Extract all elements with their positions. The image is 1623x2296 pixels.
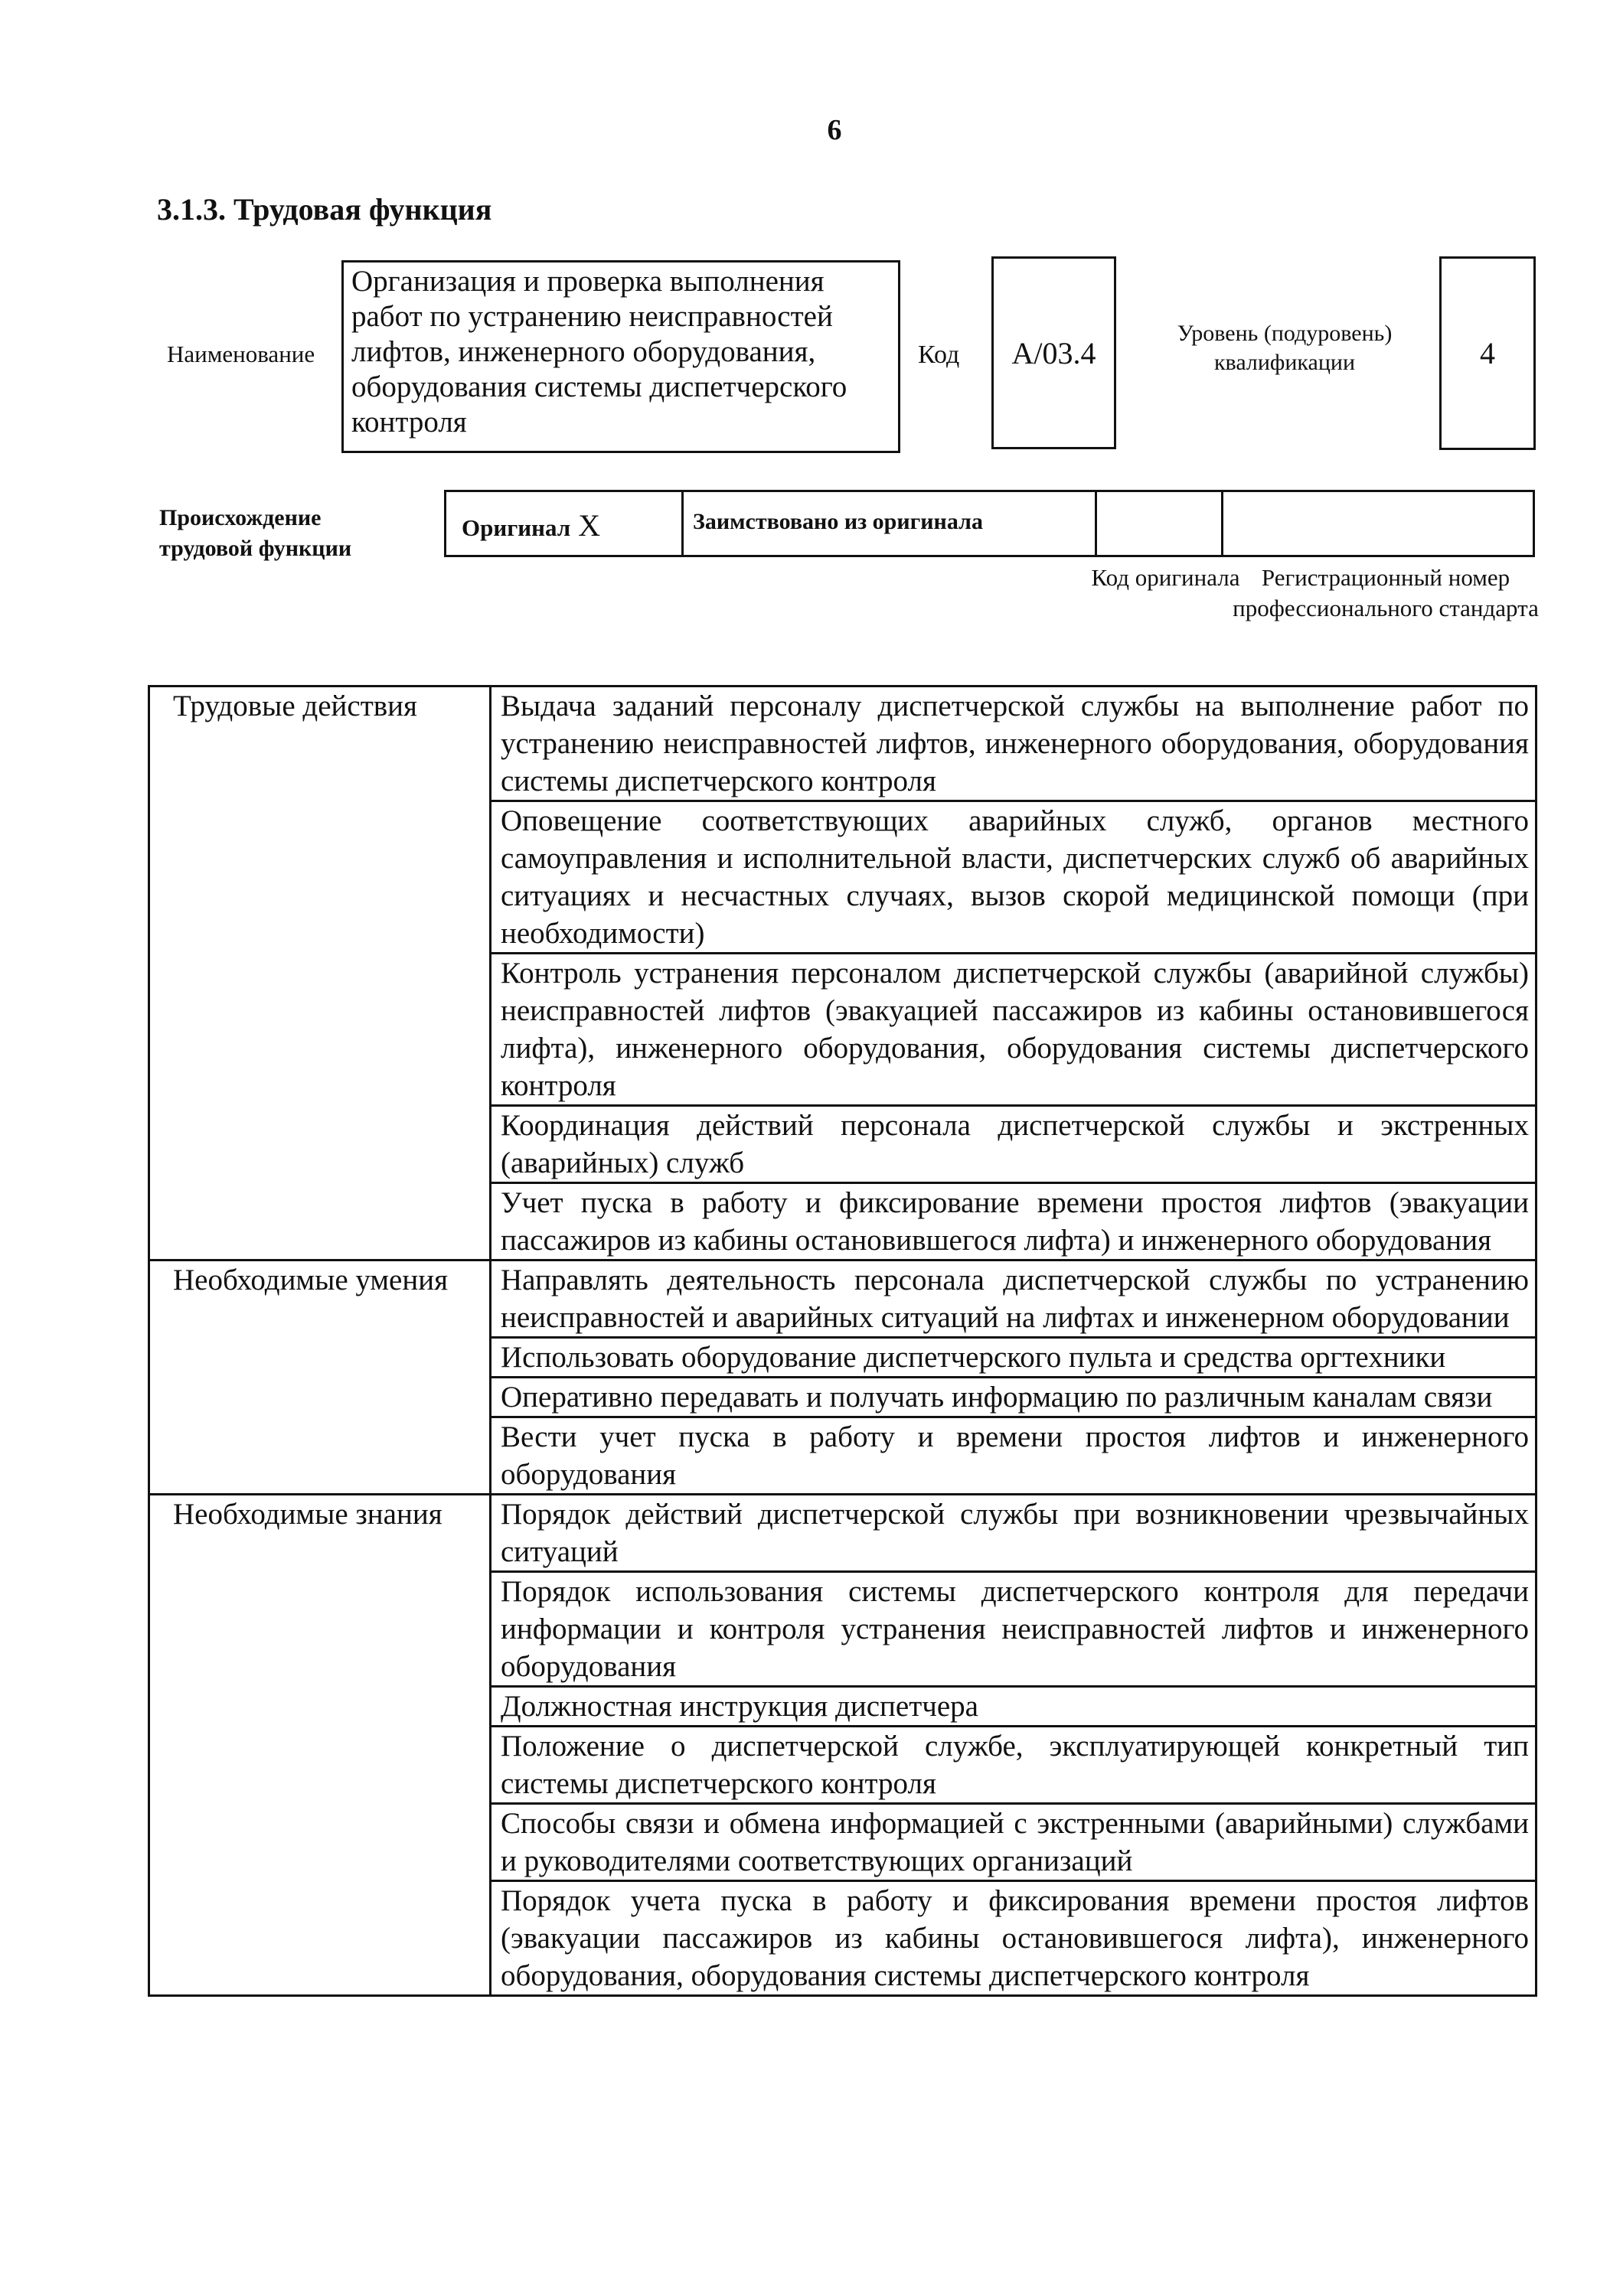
item-cell: Способы связи и обмена информацией с экстренными (аварийными) службами и руководителями соответствующих организаций	[491, 1804, 1536, 1881]
name-label: Наименование	[167, 341, 315, 367]
code-label: Код	[918, 341, 960, 369]
item-cell: Порядок действий диспетчерской службы при возникновении чрезвычайных ситуаций	[491, 1495, 1536, 1572]
item-cell: Положение о диспетчерской службе, эксплуатирующей конкретный тип системы диспетчерского контроля	[491, 1727, 1536, 1804]
original-code-cell	[1097, 492, 1223, 555]
code-value: А/03.4	[991, 256, 1116, 449]
reg-number-cell	[1223, 492, 1533, 555]
item-cell: Порядок учета пуска в работу и фиксирования времени простоя лифтов (эвакуации пассажиров из кабины остановившегося лифта), инженерного оборудования, оборудования системы диспетчерского контроля	[491, 1881, 1536, 1996]
original-mark: X	[578, 508, 601, 543]
section-title: 3.1.3. Трудовая функция	[157, 192, 492, 227]
origin-label-text: Происхождение трудовой функции	[159, 505, 352, 561]
table-row	[149, 687, 1536, 801]
item-cell: Порядок использования системы диспетчерского контроля для передачи информации и контроля устранения неисправностей лифтов и инженерного оборудования	[491, 1572, 1536, 1687]
name-value: Организация и проверка выполнения работ по устранению неисправностей лифтов, инженерного оборудования, оборудования системы диспетчерского контроля	[341, 260, 900, 453]
item-cell: Должностная инструкция диспетчера	[491, 1687, 1536, 1727]
reg-number-caption: Регистрационный номер профессионального стандарта	[1233, 564, 1539, 621]
function-table	[148, 685, 1537, 1997]
item-cell: Учет пуска в работу и фиксирование времени простоя лифтов (эвакуации пассажиров из кабины остановившегося лифта) и инженерного оборудования	[491, 1183, 1536, 1261]
item-cell: Оперативно передавать и получать информацию по различным каналам связи	[491, 1378, 1536, 1417]
item-cell: Выдача заданий персоналу диспетчерской службы на выполнение работ по устранению неисправностей лифтов, инженерного оборудования, оборудования системы диспетчерского контроля	[491, 687, 1536, 801]
category-cell: Необходимые умения	[149, 1261, 491, 1495]
original-cell	[446, 492, 684, 555]
qualification-level-label: Уровень (подуровень) квалификации	[1177, 321, 1393, 375]
borrowed-cell: Заимствовано из оригинала	[684, 492, 1097, 555]
table-row	[149, 1495, 1536, 1572]
item-cell: Вести учет пуска в работу и времени простоя лифтов и инженерного оборудования	[491, 1417, 1536, 1495]
qualification-level-value: 4	[1439, 256, 1536, 450]
item-cell: Оповещение соответствующих аварийных служб, органов местного самоуправления и исполнительной власти, диспетчерских служб об аварийных ситуациях и несчастных случаях, вызов скорой медицинской помощи (при необходимости)	[491, 801, 1536, 954]
table-row	[149, 1261, 1536, 1338]
category-cell: Необходимые знания	[149, 1495, 491, 1996]
origin-label	[159, 503, 389, 564]
original-label: Оригинал	[462, 514, 571, 541]
original-code-caption: Код оригинала	[1091, 564, 1240, 591]
item-cell: Контроль устранения персоналом диспетчерской службы (аварийной службы) неисправностей лифтов (эвакуацией пассажиров из кабины остановившегося лифта), инженерного оборудования, оборудования системы диспетчерского контроля	[491, 954, 1536, 1106]
page-number: 6	[827, 114, 842, 146]
origin-row	[444, 490, 1535, 557]
item-cell: Координация действий персонала диспетчерской службы и экстренных (аварийных) служб	[491, 1106, 1536, 1183]
item-cell: Направлять деятельность персонала диспетчерской службы по устранению неисправностей и аварийных ситуаций на лифтах и инженерном оборудовании	[491, 1261, 1536, 1338]
category-cell: Трудовые действия	[149, 687, 491, 1261]
item-cell: Использовать оборудование диспетчерского пульта и средства оргтехники	[491, 1338, 1536, 1378]
